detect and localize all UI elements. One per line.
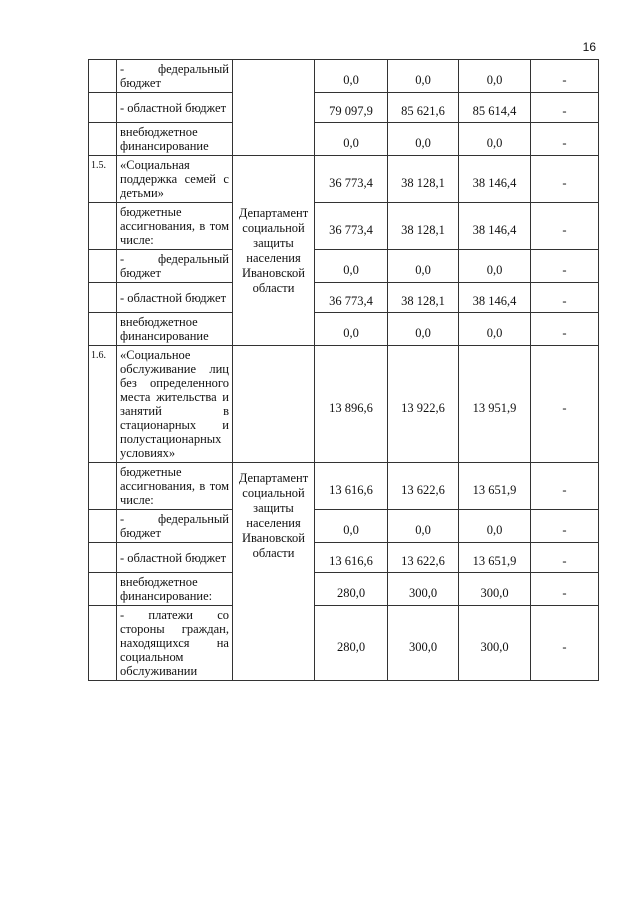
- value-cell: 13 622,6: [388, 463, 459, 510]
- row-label: внебюджетное финансирование: [117, 123, 233, 156]
- value-cell: 0,0: [459, 313, 531, 346]
- row-code: [89, 606, 117, 681]
- row-label: «Социальная поддержка семей с детьми»: [117, 156, 233, 203]
- value-cell: 13 922,6: [388, 346, 459, 463]
- value-cell: 36 773,4: [315, 203, 388, 250]
- table-row: [89, 283, 599, 313]
- page-number: 16: [582, 40, 596, 54]
- value-cell: 13 951,9: [459, 346, 531, 463]
- value-cell: -: [531, 250, 599, 283]
- value-cell: 13 896,6: [315, 346, 388, 463]
- row-label: - областной бюджет: [117, 543, 233, 573]
- row-code: [89, 203, 117, 250]
- table-row: [89, 250, 599, 283]
- row-label: - федеральный бюджет: [117, 250, 233, 283]
- executor-cell: [233, 60, 315, 156]
- row-label: - платежи со стороны граждан, находящихся на социальном обслуживании: [117, 606, 233, 681]
- table-row: [89, 573, 599, 606]
- executor-cell: [233, 156, 315, 346]
- row-code: [89, 510, 117, 543]
- row-label: - федеральный бюджет: [117, 60, 233, 93]
- table-row: [89, 463, 599, 510]
- value-cell: 38 146,4: [459, 156, 531, 203]
- value-cell: 38 146,4: [459, 283, 531, 313]
- table-row: [89, 543, 599, 573]
- value-cell: 85 614,4: [459, 93, 531, 123]
- executor-text: Департамент социальной защиты населения Ивановской области: [238, 205, 309, 295]
- table-row: [89, 510, 599, 543]
- value-cell: -: [531, 313, 599, 346]
- row-label: внебюджетное финансирование: [117, 313, 233, 346]
- value-cell: 280,0: [315, 606, 388, 681]
- value-cell: 85 621,6: [388, 93, 459, 123]
- value-cell: 0,0: [388, 313, 459, 346]
- table-row: [89, 123, 599, 156]
- row-code: [89, 543, 117, 573]
- row-code: [89, 250, 117, 283]
- table-row: [89, 156, 599, 203]
- value-cell: -: [531, 346, 599, 463]
- row-code: [89, 93, 117, 123]
- budget-table: [88, 59, 599, 681]
- value-cell: 300,0: [459, 573, 531, 606]
- row-label: - областной бюджет: [117, 93, 233, 123]
- value-cell: 38 128,1: [388, 156, 459, 203]
- value-cell: 300,0: [388, 606, 459, 681]
- table-row: [89, 346, 599, 463]
- value-cell: -: [531, 60, 599, 93]
- row-code: [89, 283, 117, 313]
- row-label: бюджетные ассигнования, в том числе:: [117, 203, 233, 250]
- value-cell: 0,0: [388, 250, 459, 283]
- value-cell: 0,0: [315, 510, 388, 543]
- value-cell: 0,0: [459, 510, 531, 543]
- value-cell: 13 616,6: [315, 543, 388, 573]
- value-cell: -: [531, 123, 599, 156]
- value-cell: 0,0: [315, 250, 388, 283]
- value-cell: 36 773,4: [315, 283, 388, 313]
- table-row: [89, 313, 599, 346]
- value-cell: 0,0: [388, 123, 459, 156]
- value-cell: 0,0: [315, 60, 388, 93]
- value-cell: -: [531, 463, 599, 510]
- value-cell: 300,0: [388, 573, 459, 606]
- table-row: [89, 60, 599, 93]
- row-code: [89, 60, 117, 93]
- value-cell: -: [531, 283, 599, 313]
- value-cell: -: [531, 510, 599, 543]
- value-cell: 79 097,9: [315, 93, 388, 123]
- value-cell: 13 651,9: [459, 543, 531, 573]
- value-cell: 0,0: [459, 123, 531, 156]
- value-cell: 38 128,1: [388, 283, 459, 313]
- value-cell: -: [531, 93, 599, 123]
- value-cell: 13 651,9: [459, 463, 531, 510]
- row-code: [89, 123, 117, 156]
- value-cell: -: [531, 203, 599, 250]
- row-code: 1.6.: [89, 346, 117, 463]
- row-label: бюджетные ассигнования, в том числе:: [117, 463, 233, 510]
- executor-text: Департамент социальной защиты населения Ивановской области: [238, 471, 309, 560]
- table-row: [89, 93, 599, 123]
- row-code: [89, 313, 117, 346]
- value-cell: 280,0: [315, 573, 388, 606]
- row-code: [89, 573, 117, 606]
- row-label: - федеральный бюджет: [117, 510, 233, 543]
- value-cell: 300,0: [459, 606, 531, 681]
- executor-cell: [233, 463, 315, 681]
- value-cell: -: [531, 573, 599, 606]
- executor-cell: [233, 346, 315, 463]
- value-cell: -: [531, 543, 599, 573]
- value-cell: -: [531, 156, 599, 203]
- value-cell: 0,0: [388, 60, 459, 93]
- value-cell: 38 146,4: [459, 203, 531, 250]
- value-cell: 36 773,4: [315, 156, 388, 203]
- table-row: [89, 203, 599, 250]
- value-cell: 13 616,6: [315, 463, 388, 510]
- row-label: внебюджетное финансирование:: [117, 573, 233, 606]
- value-cell: 0,0: [459, 250, 531, 283]
- value-cell: 0,0: [315, 123, 388, 156]
- value-cell: 13 622,6: [388, 543, 459, 573]
- row-code: 1.5.: [89, 156, 117, 203]
- row-code: [89, 463, 117, 510]
- row-label: «Социальное обслуживание лиц без определенного места жительства и занятий в стационарных и полустационарных условиях»: [117, 346, 233, 463]
- table-row: [89, 606, 599, 681]
- value-cell: 0,0: [315, 313, 388, 346]
- row-label: - областной бюджет: [117, 283, 233, 313]
- value-cell: -: [531, 606, 599, 681]
- value-cell: 0,0: [388, 510, 459, 543]
- value-cell: 38 128,1: [388, 203, 459, 250]
- value-cell: 0,0: [459, 60, 531, 93]
